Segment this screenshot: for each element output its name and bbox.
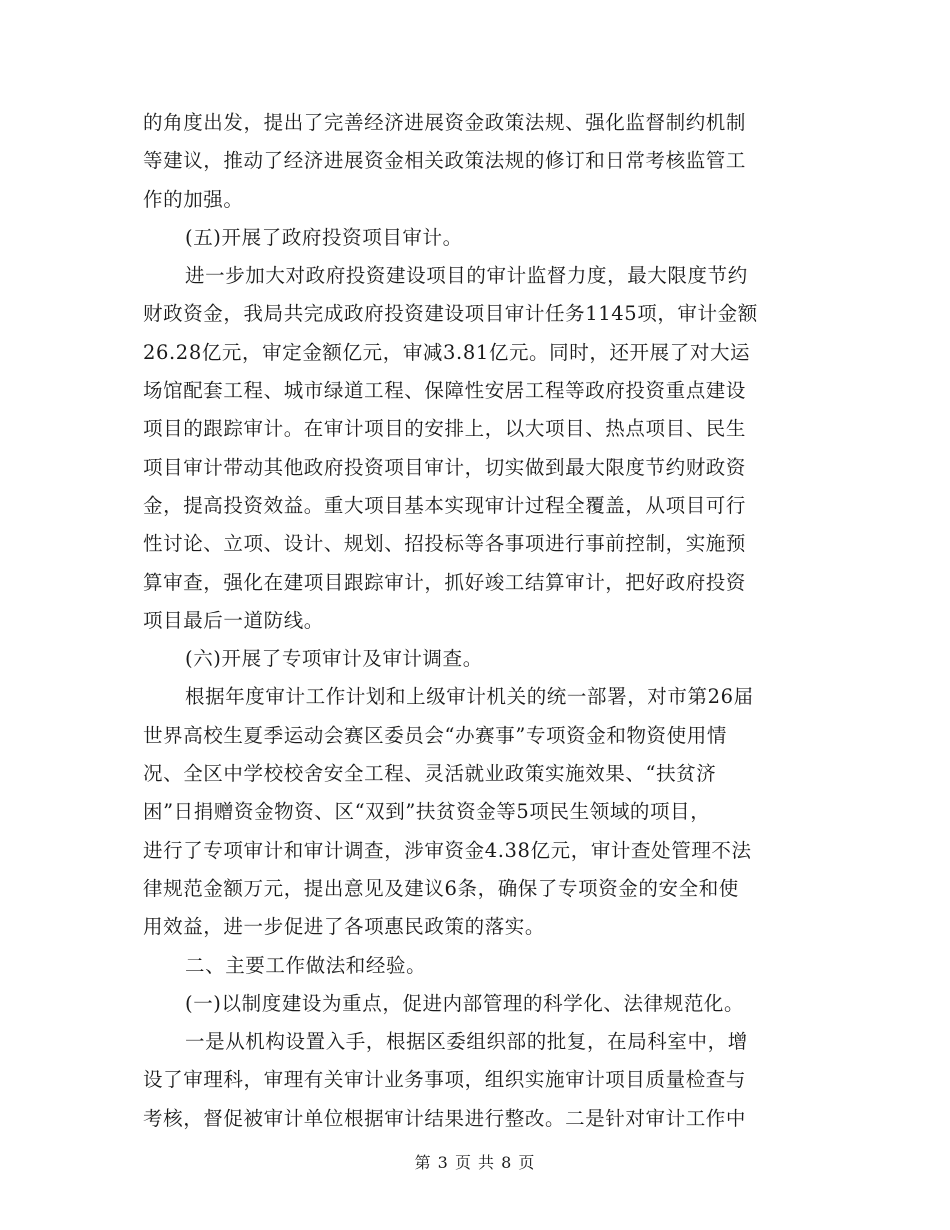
- text-line: 困”日捐赠资金物资、区“双到”扶贫资金等5项民生领域的项目，: [143, 800, 711, 824]
- text-line: 考核，督促被审计单位根据审计结果进行整改。二是针对审计工作中: [143, 1106, 747, 1130]
- document-body: [143, 104, 803, 1138]
- text-line: 财政资金，我局共完成政府投资建设项目审计任务1145项，审计金额: [143, 302, 758, 326]
- text-line: 律规范金额万元，提出意见及建议6条，确保了专项资金的安全和使: [143, 876, 739, 900]
- text-line: 的角度出发，提出了完善经济进展资金政策法规、强化监督制约机制: [143, 111, 747, 134]
- text-line: 项目最后一道防线。: [143, 608, 324, 632]
- text-line: (一)以制度建设为重点，促进内部管理的科学化、法律规范化。: [185, 991, 745, 1015]
- text-line: (五)开展了政府投资项目审计。: [185, 225, 463, 249]
- text-line: 二、主要工作做法和经验。: [185, 953, 427, 977]
- text-line: 一是从机构设置入手，根据区委组织部的批复，在局科室中，增: [185, 1030, 748, 1054]
- text-line: 26.28亿元，审定金额亿元，审减3.81亿元。同时，还开展了对大运: [143, 340, 751, 364]
- text-line: 进一步加大对政府投资建设项目的审计监督力度，最大限度节约: [185, 264, 748, 288]
- text-line: 性讨论、立项、设计、规划、招投标等各事项进行事前控制，实施预: [143, 532, 747, 556]
- text-line: 用效益，进一步促进了各项惠民政策的落实。: [143, 915, 546, 939]
- text-line: 况、全区中学校校舍安全工程、灵活就业政策实施效果、“扶贫济: [143, 762, 717, 786]
- text-line: 等建议，推动了经济进展资金相关政策法规的修订和日常考核监管工: [143, 149, 747, 173]
- text-line: 作的加强。: [143, 187, 244, 211]
- text-line: 金，提高投资效益。重大项目基本实现审计过程全覆盖，从项目可行: [143, 493, 747, 517]
- page-number-footer: 第 3 页 共 8 页: [414, 1153, 536, 1172]
- text-line: 进行了专项审计和审计调查，涉审资金4.38亿元，审计查处管理不法: [143, 838, 752, 862]
- text-line: 设了审理科，审理有关审计业务事项，组织实施审计项目质量检查与: [143, 1068, 747, 1092]
- text-line: 项目的跟踪审计。在审计项目的安排上，以大项目、热点项目、民生: [143, 417, 747, 441]
- text-line: 算审查，强化在建项目跟踪审计，抓好竣工结算审计，把好政府投资: [143, 570, 747, 594]
- text-line: (六)开展了专项审计及审计调查。: [185, 647, 483, 671]
- text-line: 世界高校生夏季运动会赛区委员会“办赛事”专项资金和物资使用情: [143, 723, 727, 747]
- text-line: 场馆配套工程、城市绿道工程、保障性安居工程等政府投资重点建设: [143, 379, 747, 403]
- text-line: 项目审计带动其他政府投资项目审计，切实做到最大限度节约财政资: [143, 455, 747, 479]
- text-line: 根据年度审计工作计划和上级审计机关的统一部署，对市第26届: [185, 685, 754, 709]
